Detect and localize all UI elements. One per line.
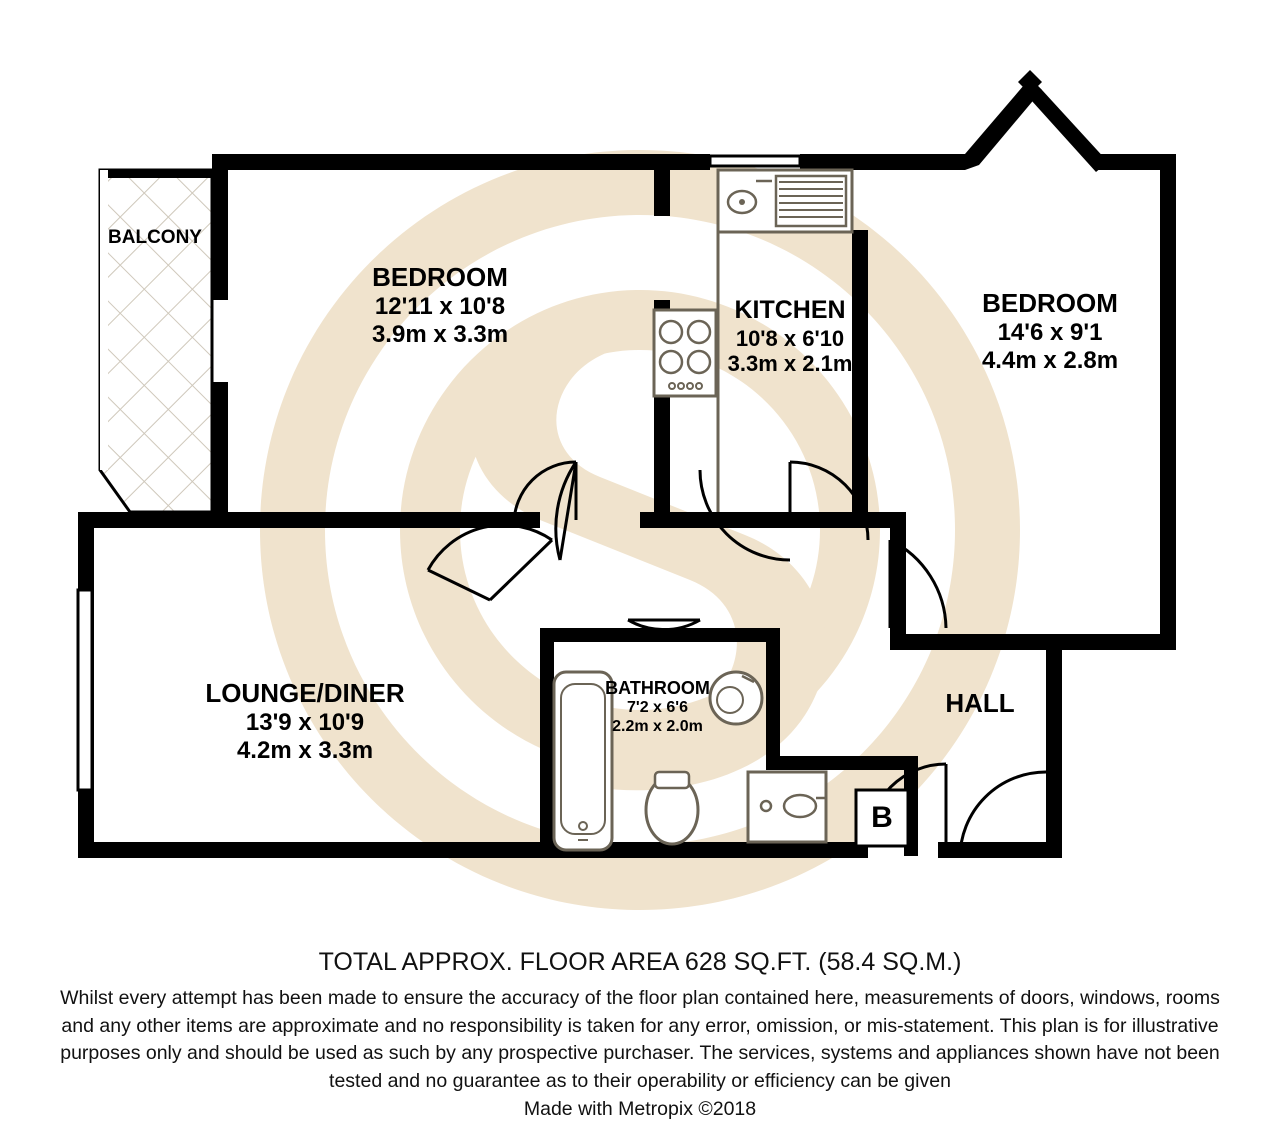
room-label-hall	[890, 688, 1070, 719]
balcony-area	[100, 170, 212, 512]
bathroom-imperial: 7'2 x 6'6	[627, 699, 688, 717]
boiler-cupboard-label: B	[871, 801, 893, 834]
lounge-metric: 4.2m x 3.3m	[236, 736, 374, 764]
room-label-lounge-diner	[130, 678, 480, 765]
total-floor-area: TOTAL APPROX. FLOOR AREA 628 SQ.FT. (58.4 SQ.M.)	[318, 948, 962, 976]
room-label-bedroom-2	[880, 288, 1220, 375]
lounge-imperial: 13'9 x 10'9	[245, 708, 365, 736]
kitchen-metric: 3.3m x 2.1m	[727, 351, 853, 377]
footer	[0, 948, 1280, 1121]
lounge-name: LOUNGE/DINER	[205, 678, 405, 708]
made-with-credit: Made with Metropix ©2018	[523, 1097, 757, 1120]
bedroom-1-metric: 3.9m x 3.3m	[371, 320, 509, 348]
bedroom-1-name: BEDROOM	[372, 262, 508, 292]
disclaimer-text: Whilst every attempt has been made to ensure the accuracy of the floor plan contained here, measurements of doors, windows, rooms and any other items are approximate and no responsibility is taken for any error, omission, or mis-statement. This plan is for illustrative purposes only and should be used as such by any prospective purchaser. The services, systems and appliances shown have not been tested and no guarantee as to their operability or efficiency can be given	[60, 987, 1220, 1093]
room-label-bedroom-1	[255, 262, 625, 349]
hall-name: HALL	[945, 688, 1015, 718]
room-label-kitchen	[690, 296, 890, 377]
room-label-bathroom	[580, 678, 735, 737]
bedroom-1-imperial: 12'11 x 10'8	[374, 292, 506, 320]
bedroom-2-metric: 4.4m x 2.8m	[981, 346, 1119, 374]
bedroom-2-imperial: 14'6 x 9'1	[997, 318, 1103, 346]
bathroom-metric: 2.2m x 2.0m	[612, 718, 703, 736]
room-label-balcony	[85, 227, 225, 249]
bathroom-name: BATHROOM	[605, 678, 710, 698]
balcony-name: BALCONY	[108, 227, 202, 248]
kitchen-name: KITCHEN	[734, 296, 846, 324]
bedroom-2-name: BEDROOM	[982, 288, 1118, 318]
kitchen-imperial: 10'8 x 6'10	[735, 325, 845, 351]
